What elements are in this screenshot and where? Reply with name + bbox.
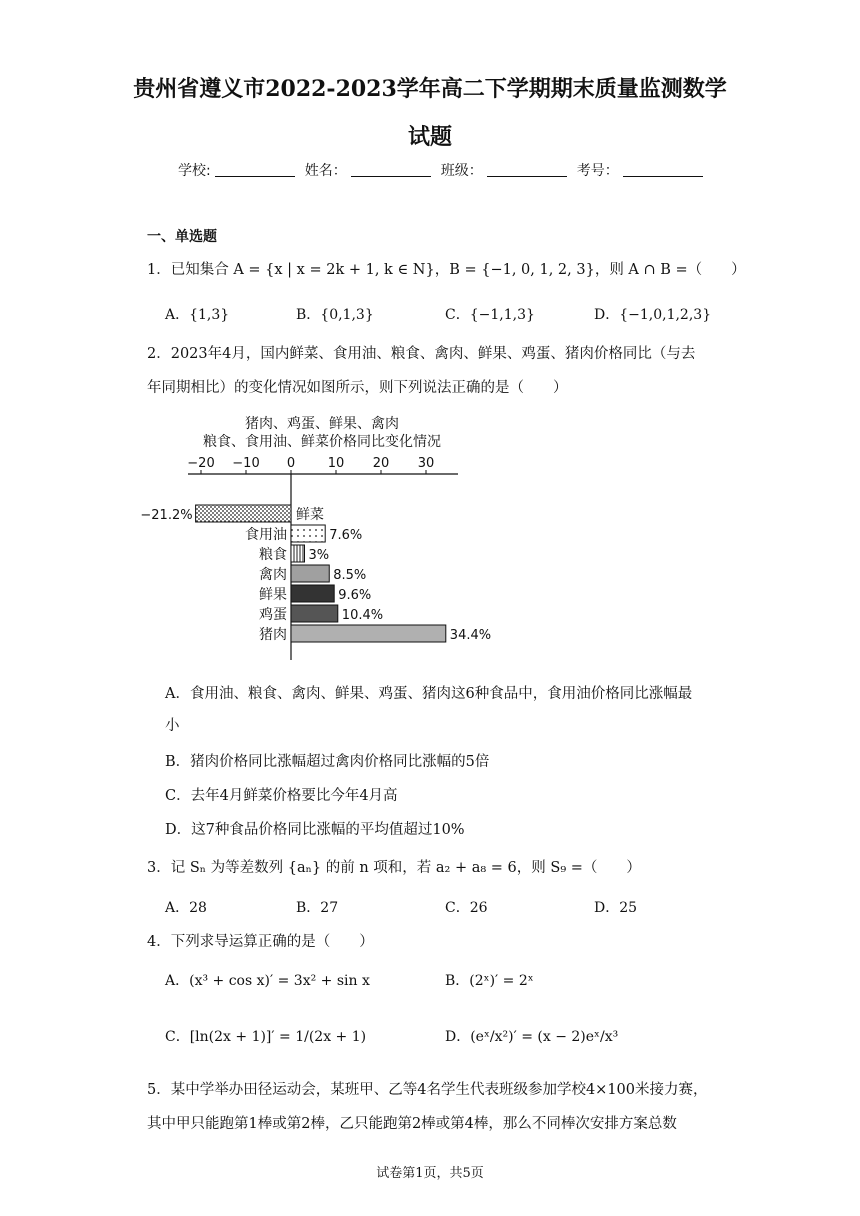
q5-stem-line2: 其中甲只能跑第1棒或第2棒，乙只能跑第2棒或第4棒，那么不同棒次安排方案总数 <box>147 1116 677 1132</box>
chart-tick-label: −10 <box>232 456 260 471</box>
price-change-chart <box>140 408 520 668</box>
page-footer: 试卷第1页，共5页 <box>376 1166 484 1181</box>
chart-value-label: −21.2% <box>140 508 193 523</box>
q1-option-d: D．{−1,0,1,2,3} <box>594 307 712 323</box>
field-class-blank[interactable] <box>487 160 567 177</box>
paper-title-line1: 贵州省遵义市2022-2023学年高二下学期期末质量监测数学 <box>133 76 727 102</box>
q4-option-b: B．(2ˣ)′ = 2ˣ <box>445 973 534 989</box>
paper-title-line2: 试题 <box>407 124 452 150</box>
chart-value-label: 9.6% <box>338 588 372 603</box>
chart-bar <box>291 625 446 642</box>
q3-option-a: A．28 <box>165 900 207 916</box>
chart-bar <box>196 505 291 522</box>
chart-category-label: 猪肉 <box>259 627 287 643</box>
chart-value-label: 10.4% <box>341 608 384 623</box>
chart-tick-label: 30 <box>417 456 435 471</box>
q1-stem: 1．已知集合 A = {x | x = 2k + 1, k ∈ N}，B = {−1, 0, 1, 2, 3}，则 A ∩ B =（ ） <box>147 262 746 278</box>
q2-option-b: B．猪肉价格同比涨幅超过禽肉价格同比涨幅的5倍 <box>165 754 490 770</box>
field-school-blank[interactable] <box>215 160 295 177</box>
chart-category-label: 鸡蛋 <box>259 607 287 623</box>
chart-bar <box>291 565 329 582</box>
q2-option-a-cont: 小 <box>165 718 180 734</box>
q1-option-c: C．{−1,1,3} <box>445 307 535 323</box>
chart-bar <box>291 605 338 622</box>
q5-stem-line1: 5．某中学举办田径运动会，某班甲、乙等4名学生代表班级参加学校4×100米接力赛， <box>147 1082 708 1098</box>
chart-title-line1: 猪肉、鸡蛋、鲜果、禽肉 <box>245 416 399 432</box>
chart-category-label: 食用油 <box>245 527 287 543</box>
chart-value-label: 8.5% <box>333 568 367 583</box>
chart-value-label: 34.4% <box>449 628 492 643</box>
chart-category-label: 鲜果 <box>259 587 287 603</box>
q4-option-a: A．(x³ + cos x)′ = 3x² + sin x <box>165 973 370 989</box>
q2-stem-line2: 年同期相比）的变化情况如图所示，则下列说法正确的是（ ） <box>147 380 568 396</box>
chart-bar <box>291 525 325 542</box>
chart-tick-label: 10 <box>327 456 345 471</box>
chart-bar <box>291 585 334 602</box>
chart-tick-label: 20 <box>372 456 390 471</box>
chart-value-label: 7.6% <box>329 528 363 543</box>
q3-option-c: C．26 <box>445 900 488 916</box>
chart-bar <box>291 545 305 562</box>
field-examno-blank[interactable] <box>623 160 703 177</box>
chart-tick-label: 0 <box>286 456 296 471</box>
q2-stem-line1: 2．2023年4月，国内鲜菜、食用油、粮食、禽肉、鲜果、鸡蛋、猪肉价格同比（与去 <box>147 346 696 362</box>
chart-value-label: 3% <box>308 548 330 563</box>
q3-option-b: B．27 <box>296 900 339 916</box>
q4-option-d: D．(eˣ/x²)′ = (x − 2)eˣ/x³ <box>445 1029 619 1045</box>
field-name-label: 姓名： <box>304 163 347 179</box>
field-school-label: 学校: <box>178 163 211 179</box>
q3-stem: 3．记 Sₙ 为等差数列 {aₙ} 的前 n 项和，若 a₂ + a₈ = 6，则 S₉ =（ ） <box>147 860 641 876</box>
field-name-blank[interactable] <box>351 160 431 177</box>
q4-stem: 4．下列求导运算正确的是（ ） <box>147 934 374 950</box>
chart-title-line2: 粮食、食用油、鲜菜价格同比变化情况 <box>203 434 441 450</box>
field-class-label: 班级： <box>440 163 483 179</box>
chart-category-label: 鲜菜 <box>296 507 324 523</box>
section-heading: 一、单选题 <box>147 229 217 245</box>
q2-option-d: D．这7种食品价格同比涨幅的平均值超过10% <box>165 822 465 838</box>
q2-option-c: C．去年4月鲜菜价格要比今年4月高 <box>165 788 398 804</box>
q1-option-b: B．{0,1,3} <box>296 307 374 323</box>
chart-category-label: 禽肉 <box>259 567 287 583</box>
q2-option-a: A．食用油、粮食、禽肉、鲜果、鸡蛋、猪肉这6种食品中，食用油价格同比涨幅最 <box>165 686 693 702</box>
chart-tick-label: −20 <box>187 456 215 471</box>
student-info-row <box>178 160 703 180</box>
field-examno-label: 考号： <box>576 163 619 179</box>
q4-option-c: C．[ln(2x + 1)]′ = 1/(2x + 1) <box>165 1029 367 1045</box>
q3-option-d: D．25 <box>594 900 638 916</box>
chart-category-label: 粮食 <box>259 547 287 563</box>
q1-option-a: A．{1,3} <box>165 307 230 323</box>
